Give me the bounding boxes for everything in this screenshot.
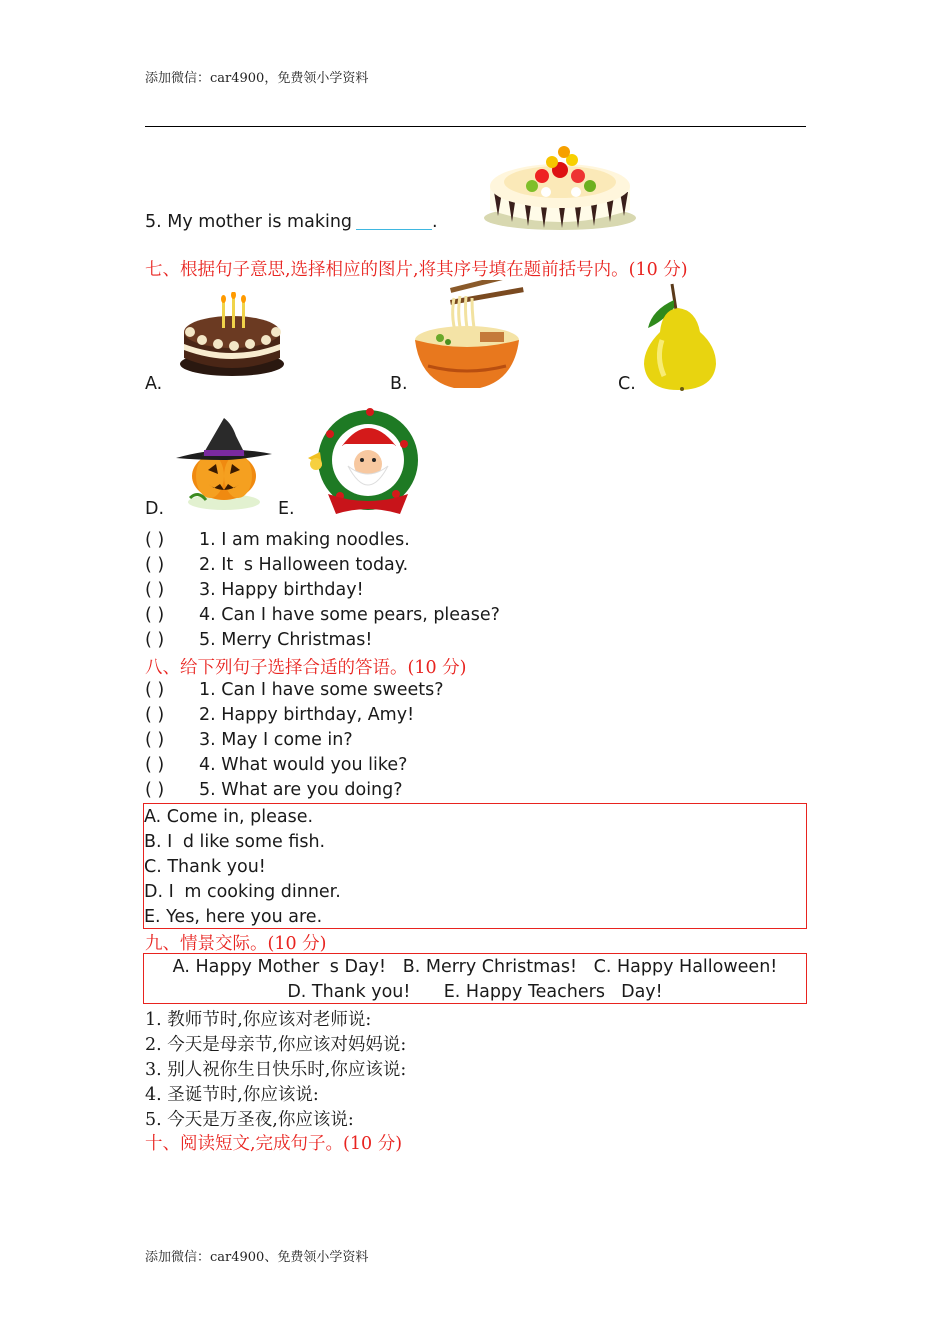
section-9-options-line-1: A. Happy Mothers Day! B. Merry Christmas! C. Happy Halloween! — [172, 957, 778, 977]
section-9-item-4: 4. 圣诞节时,你应该说: — [145, 1085, 319, 1105]
question-5-make — [145, 212, 438, 232]
answer-parens[interactable]: ( ) — [145, 630, 165, 650]
picture-label-e: E. — [278, 499, 295, 519]
section-9-item-3: 3. 别人祝你生日快乐时,你应该说: — [145, 1060, 407, 1080]
picture-label-d: D. — [145, 499, 165, 519]
picture-label-a: A. — [145, 374, 163, 394]
fruit-cake-image — [480, 136, 640, 234]
option-d: D. Im cooking dinner. — [144, 882, 341, 902]
section-7-title: 七、根据句子意思,选择相应的图片,将其序号填在题前括号内。(10 分) — [145, 260, 688, 280]
footer-note: 添加微信：car4900、免费领小学资料 — [145, 1250, 369, 1265]
header-note: 添加微信：car4900，免费领小学资料 — [145, 71, 369, 86]
answer-blank[interactable] — [356, 213, 432, 230]
section-7-item-3: ( ) 3. Happy birthday! — [145, 580, 364, 600]
section-7-item-2: ( ) 2. Its Halloween today. — [145, 555, 409, 575]
noodles-image — [410, 280, 525, 394]
section-7-item-5: ( ) 5. Merry Christmas! — [145, 630, 373, 650]
answer-parens[interactable]: ( ) — [145, 730, 165, 750]
question-5-end: . — [432, 212, 438, 232]
answer-parens[interactable]: ( ) — [145, 755, 165, 775]
picture-label-b: B. — [390, 374, 408, 394]
pear-image — [638, 280, 720, 394]
header-divider — [145, 126, 806, 127]
christmas-santa-image — [300, 404, 420, 520]
section-8-item-2: ( ) 2. Happy birthday, Amy! — [145, 705, 415, 725]
section-8-options-box — [143, 803, 807, 929]
question-5-text: 5. My mother is making — [145, 212, 353, 232]
section-8-title: 八、给下列句子选择合适的答语。(10 分) — [145, 658, 467, 678]
answer-parens[interactable]: ( ) — [145, 605, 165, 625]
answer-parens[interactable]: ( ) — [145, 555, 165, 575]
option-c: C. Thank you! — [144, 857, 266, 877]
section-8-item-1: ( ) 1. Can I have some sweets? — [145, 680, 444, 700]
section-9-item-1: 1. 教师节时,你应该对老师说: — [145, 1010, 372, 1030]
section-9-title: 九、情景交际。(10 分) — [145, 934, 327, 954]
option-a: A. Come in, please. — [144, 807, 314, 827]
option-b: B. Id like some fish. — [144, 832, 326, 852]
section-7-item-4: ( ) 4. Can I have some pears, please? — [145, 605, 500, 625]
answer-parens[interactable]: ( ) — [145, 530, 165, 550]
section-9-item-5: 5. 今天是万圣夜,你应该说: — [145, 1110, 354, 1130]
halloween-pumpkin-image — [168, 414, 276, 514]
birthday-cake-image — [176, 292, 288, 378]
section-9-item-2: 2. 今天是母亲节,你应该对妈妈说: — [145, 1035, 407, 1055]
section-10-title: 十、阅读短文,完成句子。(10 分) — [145, 1134, 403, 1154]
picture-label-c: C. — [618, 374, 636, 394]
answer-parens[interactable]: ( ) — [145, 780, 165, 800]
section-8-item-4: ( ) 4. What would you like? — [145, 755, 408, 775]
section-8-item-3: ( ) 3. May I come in? — [145, 730, 353, 750]
option-e: E. Yes, here you are. — [144, 907, 323, 927]
section-8-item-5: ( ) 5. What are you doing? — [145, 780, 403, 800]
section-9-options-line-2: D. Thank you! E. Happy Teachers Day! — [287, 982, 663, 1002]
answer-parens[interactable]: ( ) — [145, 705, 165, 725]
section-9-options-box — [143, 953, 807, 1004]
answer-parens[interactable]: ( ) — [145, 680, 165, 700]
section-7-item-1: ( ) 1. I am making noodles. — [145, 530, 410, 550]
answer-parens[interactable]: ( ) — [145, 580, 165, 600]
